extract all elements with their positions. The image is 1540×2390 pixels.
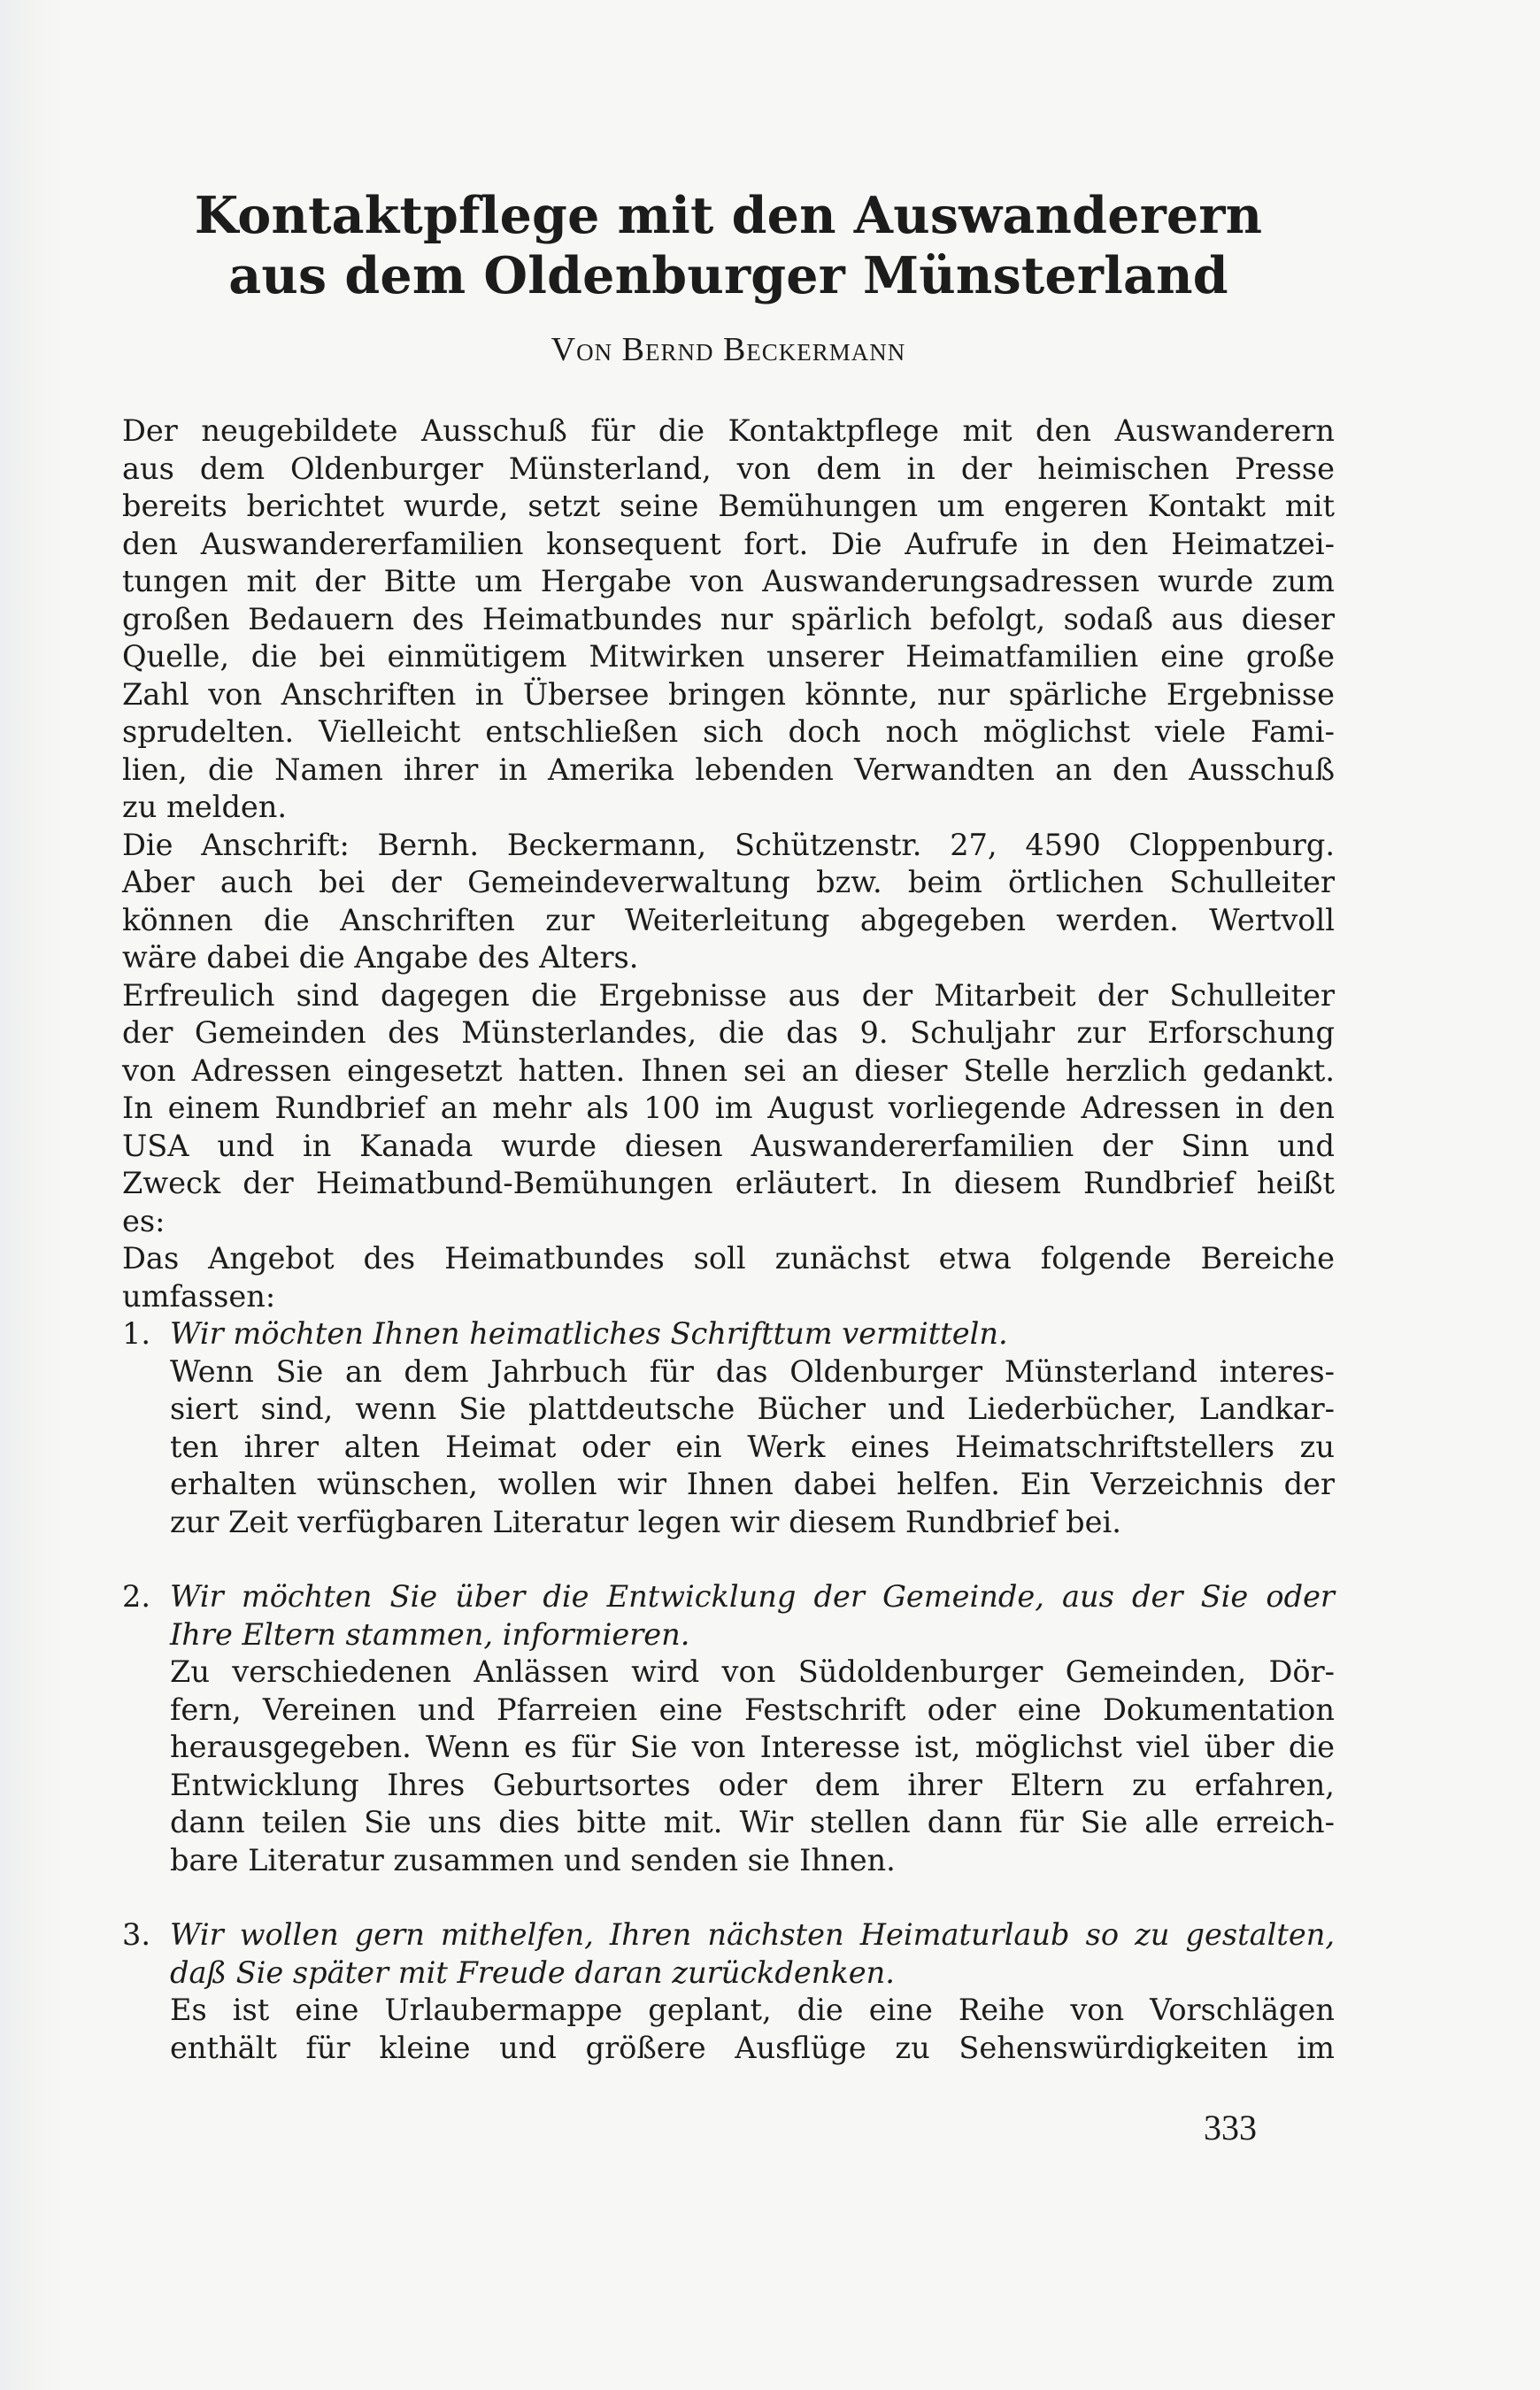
text-line: der Gemeinden des Münsterlandes, die das 9. Schuljahr zur Erforschung [122,1015,1335,1050]
text-line: Zahl von Anschriften in Übersee bringen könnte, nur spärliche Ergebnisse [122,676,1335,712]
article-title [122,186,1335,306]
text-line: umfassen: [122,1278,276,1314]
text-line: von Adressen eingesetzt hatten. Ihnen sei an dieser Stelle herzlich gedankt. [122,1052,1335,1088]
text-line: enthält für kleine und größere Ausflüge zu Sehenswürdigkeiten im [170,2030,1335,2065]
text-line: Es ist eine Urlaubermappe geplant, die eine Reihe von Vorschlägen [170,1993,1335,2027]
text-line: In einem Rundbrief an mehr als 100 im August vorliegende Adressen in den [122,1091,1335,1125]
text-line: aus dem Oldenburger Münsterland, von dem in der heimischen Presse [122,451,1335,486]
text-line: den Auswandererfamilien konsequent fort. Die Aufrufe in den Heimatzei- [122,526,1335,561]
text-line: siert sind, wenn Sie plattdeutsche Bücher und Liederbücher, Landkar- [170,1392,1335,1426]
text-line: dann teilen Sie uns dies bitte mit. Wir stellen dann für Sie alle erreich- [170,1805,1335,1839]
text-line: wäre dabei die Angabe des Alters. [122,940,639,975]
page-number: 333 [1204,2108,1257,2147]
text-line: Die Anschrift: Bernh. Beckermann, Schützenstr. 27, 4590 Cloppenburg. [122,827,1335,862]
text-line: großen Bedauern des Heimatbundes nur spärlich befolgt, sodaß aus dieser [122,601,1335,636]
text-line: tungen mit der Bitte um Hergabe von Auswanderungsadressen wurde zum [122,564,1335,598]
heading-line: Wir möchten Ihnen heimatliches Schrifttum vermitteln. [170,1316,1008,1351]
text-line: lien, die Namen ihrer in Amerika lebenden Verwandten an den Ausschuß [122,752,1335,787]
text-line: fern, Vereinen und Pfarreien eine Festschrift oder eine Dokumentation [170,1692,1335,1727]
text-line: Das Angebot des Heimatbundes soll zunächst etwa folgende Bereiche [122,1241,1335,1276]
text-line: herausgegeben. Wenn es für Sie von Interesse ist, möglichst viel über die [170,1730,1335,1764]
text-line: sprudelten. Vielleicht entschließen sich doch noch möglichst viele Fami- [122,714,1335,749]
text-line: zu melden. [122,790,288,824]
intro-paragraph [122,412,1335,827]
list-item-heading [170,1916,1335,1992]
offer-paragraph [122,1240,1335,1315]
list-item-heading [170,1578,1335,1654]
list-item-text [170,1353,1335,1542]
text-line: Entwicklung Ihres Geburtsortes oder dem ihrer Eltern zu erfahren, [170,1767,1335,1802]
text-line: Zweck der Heimatbund-Bemühungen erläutert. In diesem Rundbrief heißt [122,1166,1335,1200]
list-item [122,1916,1335,2067]
text-line: Wenn Sie an dem Jahrbuch für das Oldenburger Münsterland interes- [170,1353,1335,1389]
address-paragraph [122,827,1335,977]
heading-line: Ihre Eltern stammen, informieren. [170,1616,690,1652]
text-line: Aber auch bei der Gemeindeverwaltung bzw. beim örtlichen Schulleiter [122,865,1335,899]
text-line: bare Literatur zusammen und senden sie Ihnen. [170,1842,896,1877]
text-line: Quelle, die bei einmütigem Mitwirken unserer Heimatfamilien eine große [122,639,1335,674]
heading-line: daß Sie später mit Freude daran zurückdenken. [170,1954,895,1990]
text-line: zur Zeit verfügbaren Literatur legen wir diesem Rundbrief bei. [170,1504,1121,1539]
text-line: Zu verschiedenen Anlässen wird von Südoldenburger Gemeinden, Dör- [170,1654,1335,1689]
list-item [122,1315,1335,1541]
text-line: USA und in Kanada wurde diesen Auswandererfamilien der Sinn und [122,1128,1335,1163]
document-page [122,186,1335,2240]
heading-line: Wir möchten Sie über die Entwicklung der Gemeinde, aus der Sie oder [170,1579,1335,1614]
text-line: können die Anschriften zur Weiterleitung abgegeben werden. Wertvoll [122,902,1335,937]
text-line: erhalten wünschen, wollen wir Ihnen dabei helfen. Ein Verzeichnis der [170,1467,1335,1501]
list-item [122,1578,1335,1879]
heading-line: Wir wollen gern mithelfen, Ihren nächsten Heimaturlaub so zu gestalten, [170,1917,1335,1952]
results-paragraph [122,977,1335,1241]
article-body [122,412,1335,2067]
list-item-number: 2. [122,1579,151,1614]
list-item-text [170,1654,1335,1879]
list-item-number: 1. [122,1316,151,1351]
text-line: Der neugebildete Ausschuß für die Kontaktpflege mit den Auswanderern [122,413,1335,448]
title-line: aus dem Oldenburger Münsterland [228,246,1228,305]
text-line: bereits berichtet wurde, setzt seine Bemühungen um engeren Kontakt mit [122,489,1335,523]
list-item-heading [170,1315,1335,1353]
page-edge-shadow [0,0,62,2390]
title-line: Kontaktpflege mit den Auswanderern [194,186,1263,245]
list-item-text [170,1992,1335,2067]
text-line: ten ihrer alten Heimat oder ein Werk eines Heimatschriftstellers zu [170,1429,1335,1464]
text-line: es: [122,1203,166,1238]
offer-list [122,1315,1335,2067]
list-item-number: 3. [122,1917,151,1952]
text-line: Erfreulich sind dagegen die Ergebnisse aus der Mitarbeit der Schulleiter [122,977,1335,1013]
author-byline: Von Bernd Beckermann [551,331,906,368]
